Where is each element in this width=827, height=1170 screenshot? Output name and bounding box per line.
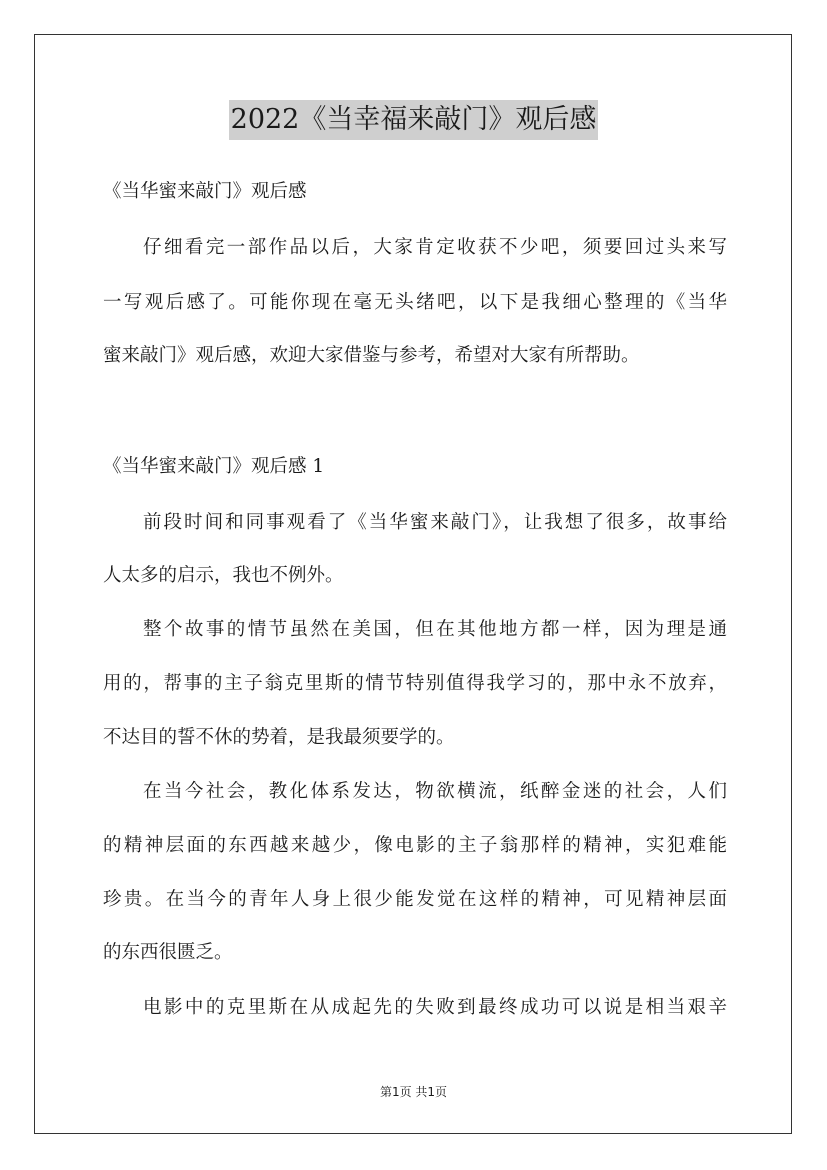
- body-line: 蜜来敲门》观后感，欢迎大家借鉴与参考，希望对大家有所帮助。: [103, 345, 640, 366]
- body-line: 在当今社会，教化体系发达，物欲横流，纸醉金迷的社会，人们: [143, 781, 727, 802]
- body-line: 珍贵。在当今的青年人身上很少能发觉在这样的精神，可见精神层面: [103, 889, 727, 910]
- title-container: [0, 100, 827, 140]
- body-line: 不达目的誓不休的势着，是我最须要学的。: [103, 727, 455, 748]
- body-line: 电影中的克里斯在从成起先的失败到最终成功可以说是相当艰辛: [143, 997, 727, 1018]
- body-line: 的东西很匮乏。: [103, 942, 233, 963]
- body-line: 人太多的启示，我也不例外。: [103, 565, 344, 586]
- body-line: 仔细看完一部作品以后，大家肯定收获不少吧，须要回过头来写: [143, 237, 727, 258]
- body-line: 一写观后感了。可能你现在毫无头绪吧，以下是我细心整理的《当华: [103, 292, 727, 313]
- body-line: 的精神层面的东西越来越少，像电影的主子翁那样的精神，实犯难能: [103, 835, 727, 856]
- body-line: 用的，帮事的主子翁克里斯的情节特别值得我学习的，那中永不放弃，: [103, 673, 727, 694]
- section-heading: 《当华蜜来敲门》观后感: [103, 181, 307, 202]
- body-line: 整个故事的情节虽然在美国，但在其他地方都一样，因为理是通: [143, 619, 727, 640]
- body-line: 前段时间和同事观看了《当华蜜来敲门》，让我想了很多，故事给: [143, 512, 727, 533]
- document-title: 2022《当幸福来敲门》观后感: [229, 100, 599, 140]
- page-footer: 第1页 共1页: [379, 1085, 448, 1099]
- section-heading: 《当华蜜来敲门》观后感 1: [103, 456, 325, 477]
